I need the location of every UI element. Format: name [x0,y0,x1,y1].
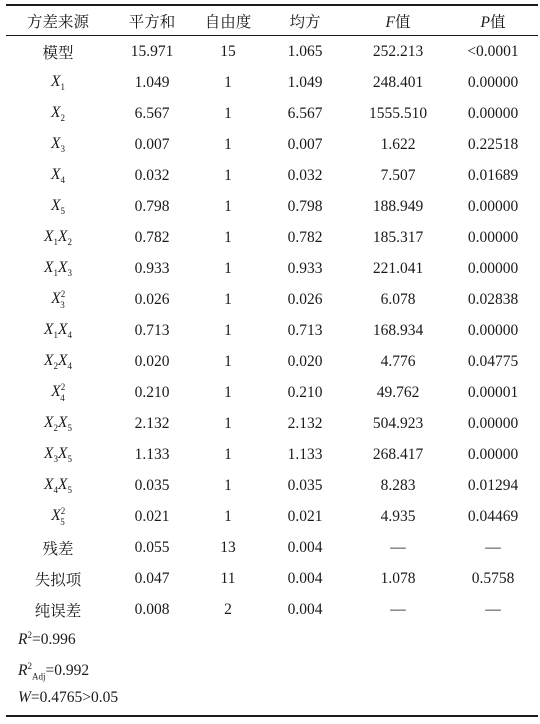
row-degrees-of-freedom: 1 [224,135,232,153]
row-degrees-of-freedom: 13 [220,538,236,556]
row-p-value: 0.00000 [467,104,519,122]
table-body [6,36,538,626]
row-source: $X_4X_5$ [44,475,72,496]
row-p-value: 0.00000 [467,197,519,215]
row-f-value: 248.401 [372,73,424,91]
row-f-value: 185.317 [372,228,424,246]
row-sum-of-squares: 0.008 [134,600,170,618]
row-source: $X_4$ [51,165,65,186]
row-sum-of-squares: 1.049 [134,73,170,91]
row-mean-square: 0.020 [287,352,323,370]
row-f-value: 7.507 [380,166,416,184]
table-row [6,470,538,501]
header-sum-of-squares: 平方和 [128,13,176,31]
row-p-value: 0.02838 [467,290,519,308]
row-degrees-of-freedom: 1 [224,352,232,370]
r-squared-adjusted: $R^2_{Adj}=0.992$ [18,661,90,682]
anova-table [6,4,538,625]
table-row [6,501,538,532]
row-mean-square: 0.933 [287,259,323,277]
row-source: $X^2_5$ [51,506,66,527]
row-f-value: — [390,538,406,556]
row-source: 纯误差 [34,602,82,620]
row-mean-square: 1.065 [287,42,323,60]
row-mean-square: 0.021 [287,507,323,525]
row-source: $X^2_3$ [51,289,66,310]
row-p-value: 0.01689 [467,166,519,184]
row-p-value: 0.04469 [467,507,519,525]
row-p-value: — [485,600,501,618]
row-source: $X_2X_4$ [44,351,72,372]
row-sum-of-squares: 0.933 [134,259,170,277]
row-degrees-of-freedom: 11 [220,569,236,587]
row-p-value: <0.0001 [467,42,519,60]
row-degrees-of-freedom: 1 [224,259,232,277]
row-f-value: 6.078 [380,290,416,308]
row-sum-of-squares: 0.798 [134,197,170,215]
row-f-value: 268.417 [372,445,424,463]
w-statistic: W=0.4765>0.05 [18,689,119,706]
row-source: $X_1X_2$ [44,227,72,248]
row-p-value: 0.01294 [467,476,519,494]
row-degrees-of-freedom: 1 [224,476,232,494]
row-source: $X_1X_4$ [44,320,72,341]
table-row [6,284,538,315]
row-mean-square: 2.132 [287,414,323,432]
r-squared: $R^2=0.996$ [18,630,76,649]
row-source: $X_2X_5$ [44,413,72,434]
row-mean-square: 0.798 [287,197,323,215]
row-f-value: 504.923 [372,414,424,432]
header-p-value: P值 [480,13,506,31]
row-mean-square: 0.004 [287,600,323,618]
row-p-value: — [485,538,501,556]
row-f-value: 49.762 [376,383,420,401]
header-mean-square: 均方 [289,13,321,31]
row-mean-square: 0.032 [287,166,323,184]
table-row [6,253,538,284]
row-f-value: 1.622 [380,135,416,153]
row-mean-square: 1.133 [287,445,323,463]
row-sum-of-squares: 0.026 [134,290,170,308]
row-f-value: 168.934 [372,321,424,339]
table-row [6,36,538,68]
row-degrees-of-freedom: 2 [224,600,232,618]
row-p-value: 0.5758 [471,569,515,587]
row-mean-square: 0.035 [287,476,323,494]
row-degrees-of-freedom: 1 [224,73,232,91]
row-f-value: 4.935 [380,507,416,525]
row-p-value: 0.22518 [467,135,519,153]
row-degrees-of-freedom: 1 [224,104,232,122]
table-row [6,563,538,594]
header-f-value: F值 [385,13,411,31]
row-sum-of-squares: 0.210 [134,383,170,401]
table-row [6,191,538,222]
row-source: $X_5$ [51,196,65,217]
table-row [6,160,538,191]
row-source: 模型 [42,44,74,62]
table-row [6,129,538,160]
row-sum-of-squares: 0.007 [134,135,170,153]
row-f-value: 1555.510 [368,104,428,122]
row-p-value: 0.04775 [467,352,519,370]
row-f-value: 8.283 [380,476,416,494]
row-sum-of-squares: 15.971 [130,42,174,60]
fit-statistics [18,620,534,713]
row-sum-of-squares: 0.047 [134,569,170,587]
row-f-value: 252.213 [372,42,424,60]
table-row [6,222,538,253]
row-p-value: 0.00000 [467,259,519,277]
row-source: 残差 [42,540,74,558]
row-mean-square: 0.007 [287,135,323,153]
table-row [6,98,538,129]
row-sum-of-squares: 0.782 [134,228,170,246]
row-mean-square: 0.713 [287,321,323,339]
table-row [6,408,538,439]
row-sum-of-squares: 0.032 [134,166,170,184]
header-degrees-of-freedom: 自由度 [204,13,252,31]
row-sum-of-squares: 0.021 [134,507,170,525]
row-degrees-of-freedom: 1 [224,321,232,339]
row-source: $X^2_4$ [51,382,66,403]
row-f-value: 188.949 [372,197,424,215]
row-sum-of-squares: 1.133 [134,445,170,463]
table-row [6,346,538,377]
row-sum-of-squares: 2.132 [134,414,170,432]
row-p-value: 0.00000 [467,321,519,339]
row-mean-square: 6.567 [287,104,323,122]
row-f-value: 1.078 [380,569,416,587]
row-sum-of-squares: 0.055 [134,538,170,556]
table-row [6,67,538,98]
row-mean-square: 0.026 [287,290,323,308]
row-degrees-of-freedom: 1 [224,290,232,308]
table-header-row [6,5,538,36]
row-p-value: 0.00000 [467,73,519,91]
row-sum-of-squares: 0.020 [134,352,170,370]
bottom-rule [6,715,538,717]
row-f-value: 4.776 [380,352,416,370]
table-row [6,315,538,346]
row-p-value: 0.00000 [467,445,519,463]
row-degrees-of-freedom: 1 [224,414,232,432]
row-sum-of-squares: 0.035 [134,476,170,494]
row-degrees-of-freedom: 1 [224,445,232,463]
row-mean-square: 1.049 [287,73,323,91]
row-sum-of-squares: 0.713 [134,321,170,339]
table-row [6,377,538,408]
row-source: $X_3X_5$ [44,444,72,465]
row-source: $X_2$ [51,103,65,124]
row-mean-square: 0.004 [287,569,323,587]
row-source: $X_1$ [51,72,65,93]
table-row [6,439,538,470]
row-degrees-of-freedom: 1 [224,228,232,246]
row-degrees-of-freedom: 15 [220,42,236,60]
table-row [6,532,538,563]
row-f-value: — [390,600,406,618]
row-degrees-of-freedom: 1 [224,507,232,525]
row-p-value: 0.00001 [467,383,519,401]
row-source: 失拟项 [34,571,82,589]
row-p-value: 0.00000 [467,414,519,432]
row-source: $X_3$ [51,134,65,155]
row-p-value: 0.00000 [467,228,519,246]
row-mean-square: 0.210 [287,383,323,401]
row-degrees-of-freedom: 1 [224,197,232,215]
row-f-value: 221.041 [372,259,424,277]
row-mean-square: 0.782 [287,228,323,246]
row-degrees-of-freedom: 1 [224,166,232,184]
row-degrees-of-freedom: 1 [224,383,232,401]
row-sum-of-squares: 6.567 [134,104,170,122]
row-mean-square: 0.004 [287,538,323,556]
header-source: 方差来源 [26,13,89,31]
row-source: $X_1X_3$ [44,258,72,279]
